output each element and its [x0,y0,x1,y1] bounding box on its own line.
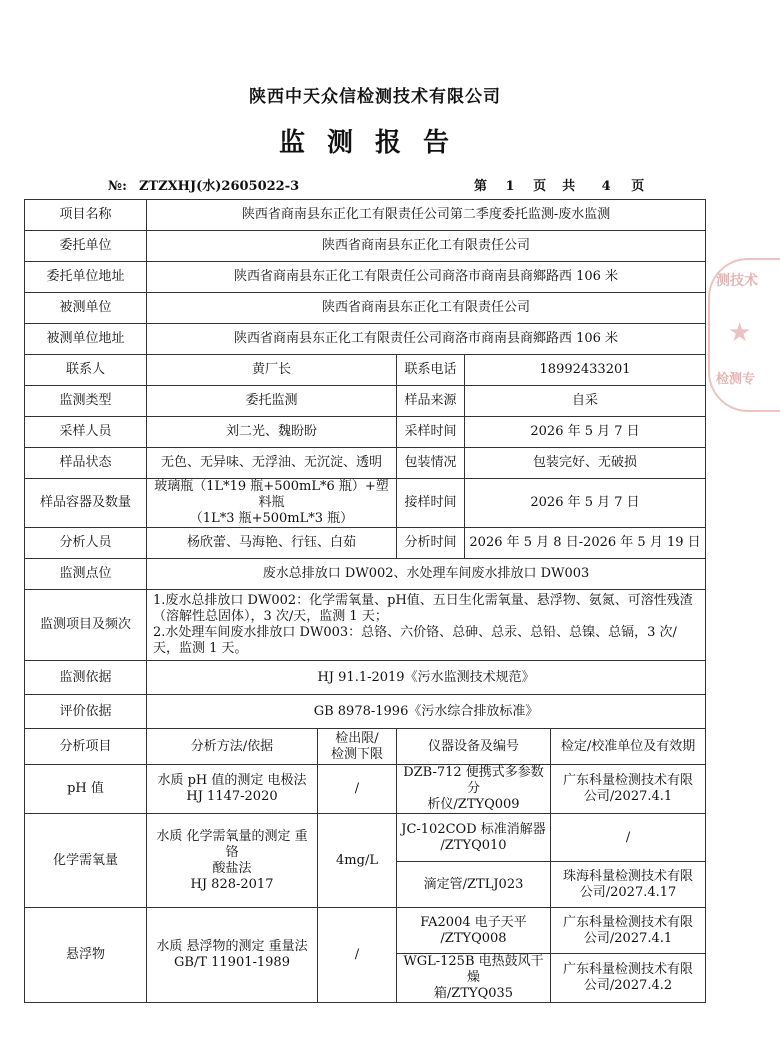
sampler-label: 采样人员 [25,417,147,448]
table-row [25,355,706,386]
cod-instrument-2: 滴定管/ZTLJ023 [397,862,551,908]
monitor-type-value: 委托监测 [147,386,397,417]
table-row [25,661,706,695]
sampling-time-value: 2026 年 5 月 7 日 [465,417,706,448]
ph-limit: / [318,765,397,814]
header-limit [318,729,397,765]
client-address-label: 委托单位地址 [25,262,147,293]
header-instrument: 仪器设备及编号 [397,729,551,765]
page-total: 4 [601,179,611,194]
sample-state-value: 无色、无异味、无浮油、无沉淀、透明 [147,448,397,479]
cod-method-line1: 水质 化学需氧量的测定 重铬 [156,828,308,860]
analysis-row-ss [25,908,706,954]
packaging-label: 包装情况 [397,448,465,479]
cod-calib-2 [551,862,706,908]
document-number-label: №: [108,179,127,194]
items-line1: 1.废水总排放口 DW002：化学需氧量、pH值、五日生化需氧量、悬浮物、氨氮、可溶性残渣（溶解性总固体），3 次/天，监测 1 天； [153,593,693,624]
ss-method-line1: 水质 悬浮物的测定 重量法 [156,939,308,954]
phone-label: 联系电话 [397,355,465,386]
report-title: 监测报告 [278,128,471,158]
table-row [25,417,706,448]
seal-star-icon: ★ [728,318,752,348]
table-row [25,262,706,293]
cod-instrument-1 [397,814,551,862]
table-row [25,479,706,528]
table-row [25,590,706,661]
table-row [25,448,706,479]
cod-method-line2: 酸盐法 [212,860,252,876]
document-number-value: ZTZXHJ(水)2605022-3 [138,179,300,194]
cod-calib-1: / [551,814,706,862]
ss-calib2-line2: 公司/2027.4.2 [583,978,673,993]
ph-calib-line2: 公司/2027.4.1 [583,789,673,804]
contact-label: 联系人 [25,355,147,386]
ss-instrument1-line1: FA2004 电子天平 [420,914,527,930]
sample-source-label: 样品来源 [397,386,465,417]
analysis-row-cod [25,814,706,862]
ss-calib2-line1: 广东科量检测技术有限 [563,962,694,977]
phone-value: 18992433201 [465,355,706,386]
analyst-label: 分析人员 [25,528,147,559]
monitor-type-label: 监测类型 [25,386,147,417]
analyst-value: 杨欣蕾、马海艳、行钰、白茹 [147,528,397,559]
document-number [108,175,299,194]
project-name-value: 陕西省商南县东正化工有限责任公司第二季度委托监测-废水监测 [147,200,706,231]
project-name-label: 项目名称 [25,200,147,231]
header-item: 分析项目 [25,729,147,765]
contact-value: 黄厂长 [147,355,397,386]
ss-limit: / [318,908,397,1003]
ss-instrument-2 [397,954,551,1003]
table-row [25,528,706,559]
header-method: 分析方法/依据 [147,729,318,765]
ph-instrument-line2: 析仪/ZTYQ009 [427,797,520,812]
container-label: 样品容器及数量 [25,479,147,528]
ss-instrument2-line2: 箱/ZTYQ035 [433,986,514,1001]
table-row [25,386,706,417]
container-value [147,479,397,528]
monitored-address-value: 陕西省商南县东正化工有限责任公司商洛市商南县商鄉路西 106 米 [147,324,706,355]
seal-text-top: 测技术 [716,273,758,289]
table-row [25,293,706,324]
header-limit-line1: 检出限/ [335,730,379,746]
basis-label: 监测依据 [25,661,147,695]
page-mid: 页共 [533,179,592,194]
page-suffix: 页 [631,179,645,194]
container-value-line1: 玻璃瓶（1L*19 瓶+500mL*6 瓶）+塑料瓶 [154,479,389,510]
client-label: 委托单位 [25,231,147,262]
ss-calib1-line1: 广东科量检测技术有限 [563,914,694,930]
page-current: 1 [505,179,515,194]
analysis-time-value: 2026 年 5 月 8 日-2026 年 5 月 19 日 [465,528,706,559]
eval-label: 评价依据 [25,695,147,729]
ss-instrument2-line1: WGL-125B 电热鼓风干燥 [403,954,544,985]
monitored-value: 陕西省商南县东正化工有限责任公司 [147,293,706,324]
monitored-address-label: 被测单位地址 [25,324,147,355]
ss-calib-2 [551,954,706,1003]
ss-instrument1-line2: /ZTYQ008 [440,930,507,946]
cod-item: 化学需氧量 [25,814,147,908]
ss-calib-1 [551,908,706,954]
cod-method [147,814,318,908]
cod-limit: 4mg/L [318,814,397,908]
client-address-value: 陕西省商南县东正化工有限责任公司商洛市商南县商鄉路西 106 米 [147,262,706,293]
eval-value: GB 8978-1996《污水综合排放标准》 [147,695,706,729]
page-prefix: 第 [474,179,488,194]
analysis-row-ph [25,765,706,814]
table-row [25,559,706,590]
cod-instrument1-line2: /ZTYQ010 [440,837,507,853]
table-row [25,695,706,729]
ph-method [147,765,318,814]
cod-instrument1-line1: JC-102COD 标准消解器 [401,821,546,837]
monitored-label: 被测单位 [25,293,147,324]
official-seal-partial [708,258,780,412]
ph-method-line2: HJ 1147-2020 [186,789,278,804]
seal-text-bottom: 检测专 [716,372,756,387]
sampling-time-label: 采样时间 [397,417,465,448]
items-value [147,590,706,661]
analysis-header-row [25,729,706,765]
packaging-value: 包装完好、无破损 [465,448,706,479]
table-row [25,231,706,262]
cod-calib2-line1: 珠海科量检测技术有限 [563,868,694,884]
table-row [25,324,706,355]
container-value-line2: （1L*3 瓶+500mL*3 瓶） [189,511,354,526]
ss-method [147,908,318,1003]
items-label: 监测项目及频次 [25,590,147,661]
cod-method-line3: HJ 828-2017 [190,876,274,892]
sample-state-label: 样品状态 [25,448,147,479]
header-calib: 检定/校准单位及有效期 [551,729,706,765]
ph-instrument-line1: DZB-712 便携式多参数分 [403,765,544,796]
ss-calib1-line2: 公司/2027.4.1 [583,930,673,946]
ph-calib-line1: 广东科量检测技术有限 [563,773,694,788]
points-label: 监测点位 [25,559,147,590]
items-line2: 2.水处理车间废水排放口 DW003：总铬、六价铬、总砷、总汞、总铅、总镍、总镉，3 次/天，监测 1 天。 [153,625,677,656]
ph-method-line1: 水质 pH 值的测定 电极法 [157,773,307,788]
page-indicator [474,175,644,194]
ss-item: 悬浮物 [25,908,147,1003]
ph-item: pH 值 [25,765,147,814]
sample-source-value: 自采 [465,386,706,417]
ph-calib [551,765,706,814]
header-limit-line2: 检测下限 [330,746,383,762]
company-name: 陕西中天众信检测技术有限公司 [249,87,501,107]
points-value: 废水总排放口 DW002、水处理车间废水排放口 DW003 [147,559,706,590]
receive-time-value: 2026 年 5 月 7 日 [465,479,706,528]
ss-instrument-1 [397,908,551,954]
analysis-time-label: 分析时间 [397,528,465,559]
ss-method-line2: GB/T 11901-1989 [174,955,290,970]
sampler-value: 刘二光、魏盼盼 [147,417,397,448]
report-table [24,199,706,1003]
client-value: 陕西省商南县东正化工有限责任公司 [147,231,706,262]
table-row [25,200,706,231]
basis-value: HJ 91.1-2019《污水监测技术规范》 [147,661,706,695]
receive-time-label: 接样时间 [397,479,465,528]
ph-instrument [397,765,551,814]
cod-calib2-line2: 公司/2027.4.17 [579,884,677,900]
